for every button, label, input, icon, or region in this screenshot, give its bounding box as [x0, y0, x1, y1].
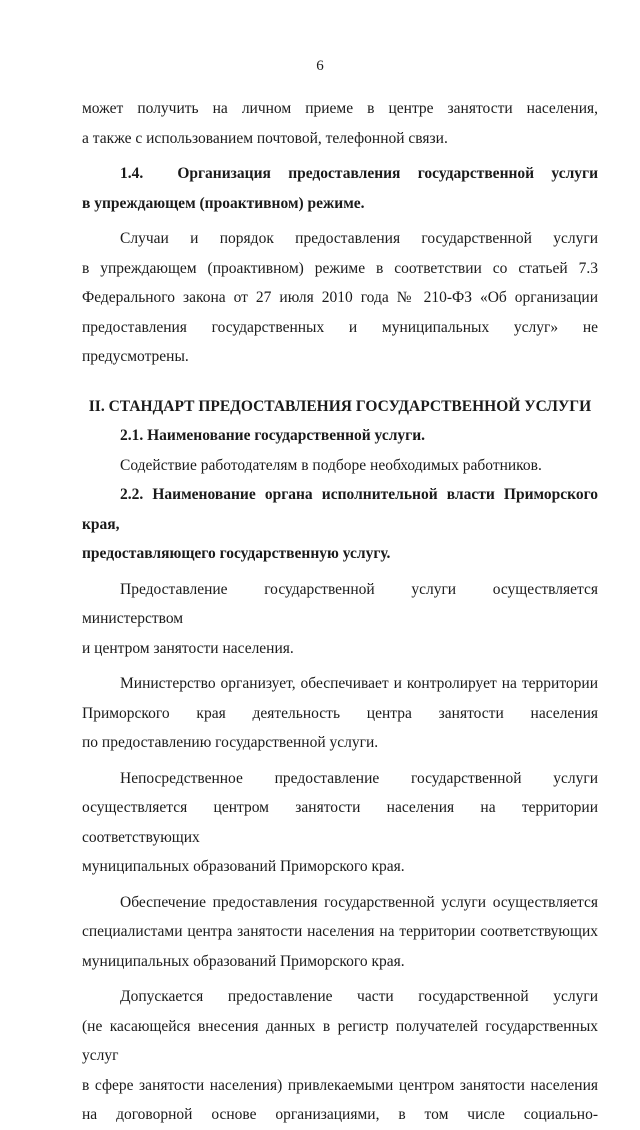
text-line: (не касающейся внесения данных в регистр получателей государственных услуг	[82, 1017, 598, 1064]
text-line: в упреждающем (проактивном) режиме в соответствии со статьей 7.3	[82, 259, 598, 277]
subsection-heading: 2.1. Наименование государственной услуги.	[120, 427, 425, 444]
section-title: Организация предоставления государственной услуги	[177, 165, 598, 182]
text-line: осуществляется центром занятости населения на территории соответствующих	[82, 799, 598, 846]
text-line: Допускается предоставление части государственной услуги	[120, 988, 598, 1005]
text-line: Министерство организует, обеспечивает и контролирует на территории	[120, 675, 598, 692]
text-line: предоставления государственных и муниципальных услуг» не предусмотрены.	[82, 318, 598, 365]
page-number: 6	[316, 58, 324, 74]
section-heading-line: в упреждающем (проактивном) режиме.	[82, 194, 365, 212]
text-line: Непосредственное предоставление государственной услуги	[120, 769, 598, 787]
text-line: муниципальных образований Приморского края.	[82, 952, 405, 970]
text-line: Предоставление государственной услуги осуществляется министерством	[82, 580, 598, 627]
text-line: муниципальных образований Приморского края.	[82, 858, 405, 875]
text-line: Содействие работодателям в подборе необходимых работников.	[120, 456, 542, 474]
text-line: Случаи и порядок предоставления государственной услуги	[120, 230, 598, 247]
text-line: специалистами центра занятости населения на территории соответствующих	[82, 923, 598, 940]
text-line: на договорной основе организациями, в том числе социально-	[82, 1106, 598, 1123]
subsection-heading: 2.2. Наименование органа исполнительной власти Приморского края,	[82, 486, 598, 533]
text-line: и центром занятости населения.	[82, 639, 294, 657]
subsection-heading-line: предоставляющего государственную услугу.	[82, 545, 391, 562]
text-line: в сфере занятости населения) привлекаемыми центром занятости населения	[82, 1076, 598, 1094]
document-body	[82, 94, 598, 1130]
text-line: может получить на личном приеме в центре занятости населения,	[82, 100, 598, 117]
text-line: Приморского края деятельность центра занятости населения	[82, 704, 598, 722]
section-number: 1.4.	[120, 165, 144, 182]
chapter-heading: II. СТАНДАРТ ПРЕДОСТАВЛЕНИЯ ГОСУДАРСТВЕННОЙ УСЛУГИ	[88, 397, 592, 415]
section-heading	[82, 159, 598, 189]
text-line: а также с использованием почтовой, телефонной связи.	[82, 129, 448, 147]
text-line: по предоставлению государственной услуги.	[82, 734, 379, 751]
text-line: Федерального закона от 27 июля 2010 года № 210-ФЗ «Об организации	[82, 289, 598, 306]
text-line: Обеспечение предоставления государственной услуги осуществляется	[120, 893, 598, 911]
